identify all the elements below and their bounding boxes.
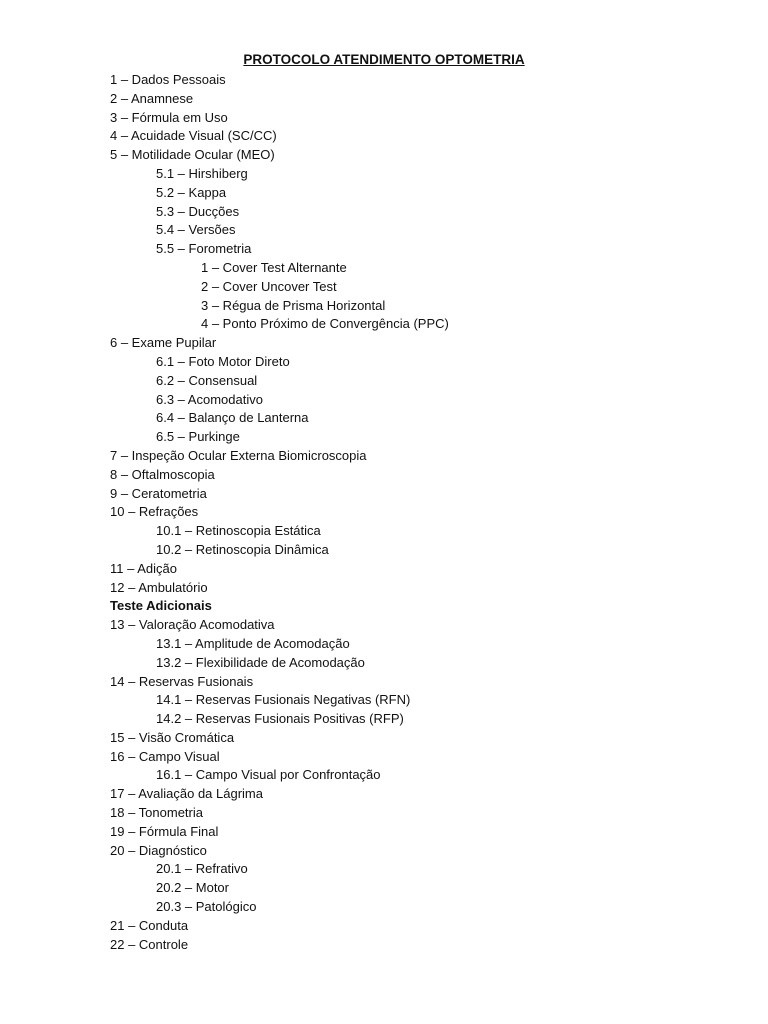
- sub-list-item: 6.4 – Balanço de Lanterna: [156, 410, 309, 426]
- protocol-list: [0, 71, 768, 954]
- sub-list-item: 5.2 – Kappa: [156, 184, 227, 200]
- list-item: 15 – Visão Cromática: [110, 729, 235, 745]
- sub-list-item: 5.5 – Forometria: [156, 241, 252, 257]
- list-item: 4 – Acuidade Visual (SC/CC): [110, 128, 277, 144]
- list-item: 13 – Valoração Acomodativa: [110, 617, 275, 633]
- sub-list-item: 5.3 – Ducções: [156, 203, 240, 219]
- list-item: 21 – Conduta: [110, 917, 189, 933]
- list-item: 6 – Exame Pupilar: [110, 335, 217, 351]
- list-item: 16 – Campo Visual: [110, 748, 220, 764]
- document-title: PROTOCOLO ATENDIMENTO OPTOMETRIA: [243, 52, 525, 67]
- sub-list-item: 20.3 – Patológico: [156, 899, 257, 915]
- list-item: 10 – Refrações: [110, 504, 199, 520]
- sub-list-item: 13.2 – Flexibilidade de Acomodação: [156, 654, 365, 670]
- sub-list-item: 5.4 – Versões: [156, 222, 236, 238]
- list-item: 11 – Adição: [110, 560, 177, 576]
- sub-list-item: 6.2 – Consensual: [156, 372, 258, 388]
- sub-list-item: 16.1 – Campo Visual por Confrontação: [156, 767, 381, 783]
- sub-list-item: 4 – Ponto Próximo de Convergência (PPC): [201, 316, 449, 332]
- list-item: 12 – Ambulatório: [110, 579, 208, 595]
- list-item: 14 – Reservas Fusionais: [110, 673, 254, 689]
- sub-list-item: 13.1 – Amplitude de Acomodação: [156, 635, 350, 651]
- sub-list-item: 14.2 – Reservas Fusionais Positivas (RFP): [156, 711, 404, 727]
- list-item: 7 – Inspeção Ocular Externa Biomicroscopia: [110, 447, 367, 463]
- sub-list-item: 10.2 – Retinoscopia Dinâmica: [156, 541, 329, 557]
- sub-list-item: 1 – Cover Test Alternante: [201, 259, 347, 275]
- sub-list-item: 6.5 – Purkinge: [156, 429, 240, 445]
- sub-list-item: 5.1 – Hirshiberg: [156, 165, 248, 181]
- section-heading: Teste Adicionais: [110, 598, 212, 614]
- sub-list-item: 20.1 – Refrativo: [156, 861, 248, 877]
- sub-list-item: 6.3 – Acomodativo: [156, 391, 263, 407]
- list-item: 2 – Anamnese: [110, 90, 194, 106]
- sub-list-item: 6.1 – Foto Motor Direto: [156, 353, 290, 369]
- sub-list-item: 14.1 – Reservas Fusionais Negativas (RFN): [156, 692, 411, 708]
- list-item: 20 – Diagnóstico: [110, 842, 207, 858]
- sub-list-item: 3 – Régua de Prisma Horizontal: [201, 297, 386, 313]
- list-item: 19 – Fórmula Final: [110, 823, 219, 839]
- sub-list-item: 20.2 – Motor: [156, 880, 229, 896]
- list-item: 18 – Tonometria: [110, 805, 203, 821]
- sub-list-item: 2 – Cover Uncover Test: [201, 278, 337, 294]
- list-item: 9 – Ceratometria: [110, 485, 207, 501]
- list-item: 3 – Fórmula em Uso: [110, 109, 228, 125]
- sub-list-item: 10.1 – Retinoscopia Estática: [156, 523, 321, 539]
- list-item: 17 – Avaliação da Lágrima: [110, 786, 263, 802]
- list-item: 22 – Controle: [110, 936, 189, 952]
- list-item: 5 – Motilidade Ocular (MEO): [110, 147, 275, 163]
- list-item: 8 – Oftalmoscopia: [110, 466, 215, 482]
- list-item: 1 – Dados Pessoais: [110, 72, 226, 87]
